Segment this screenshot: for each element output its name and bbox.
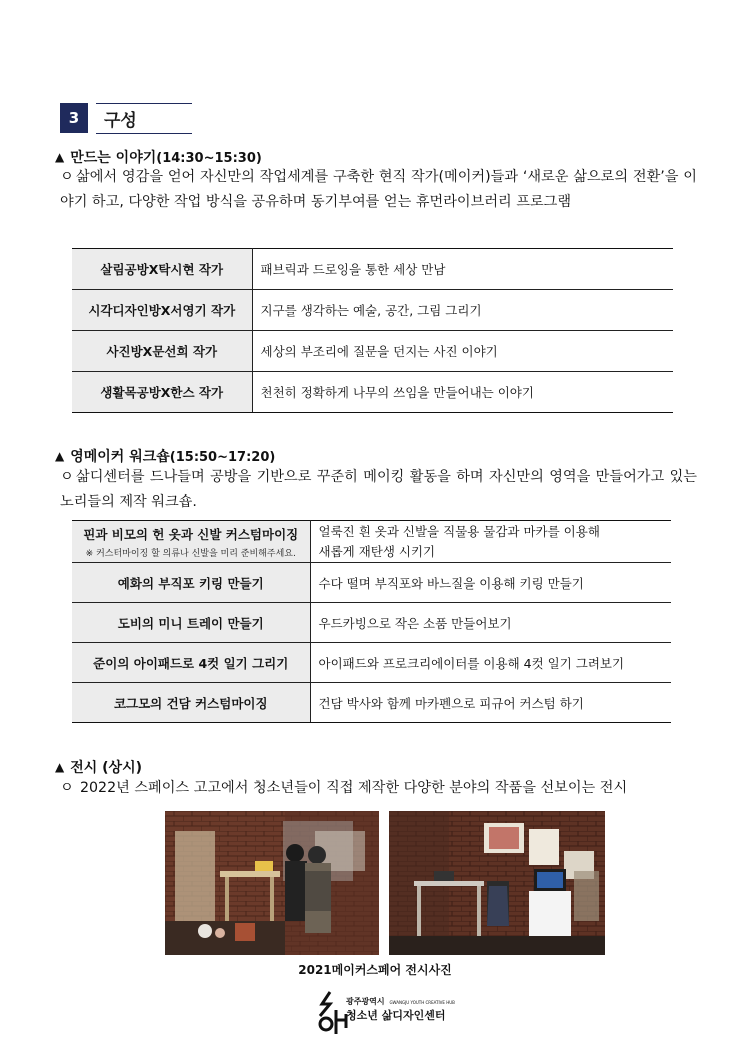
triangle-icon: ▲ [55,449,65,463]
row-key: 예화의 부직포 키링 만들기 [72,563,310,603]
row-key: 생활목공방X한스 작가 [72,372,252,413]
row-key [72,521,310,563]
table-row [72,290,673,331]
samdi-center-logo [312,990,472,1040]
row-key: 살림공방X탁시현 작가 [72,249,252,290]
row-value: 우드카빙으로 작은 소품 만들어보기 [310,603,671,643]
row-value: 패브릭과 드로잉을 통한 세상 만남 [252,249,673,290]
part2-table [72,520,671,723]
bullet-mark: ㅇ [60,469,74,485]
logo-line1 [346,996,455,1007]
table-row [72,521,671,563]
part1-table [72,248,673,413]
row-note: ※ 커스터마이징 할 의류나 신발을 미리 준비해주세요. [85,548,296,559]
part1-desc-text: 삶에서 영감을 얻어 자신만의 작업세계를 구축한 현직 작가(메이커)들과 ‘새로운 삶으로의 전환’을 이야기 하고, 다양한 작업 방식을 공유하며 동기부여를 얻는 휴먼라이브러리 프로그램 [60,169,697,210]
row-value: 천천히 정확하게 나무의 쓰임을 만들어내는 이야기 [252,372,673,413]
triangle-icon: ▲ [55,150,65,164]
logo-line2: 청소년 삶디자인센터 [346,1009,446,1022]
part2-description [60,465,697,515]
row-value: 수다 떨며 부직포와 바느질을 이용해 키링 만들기 [310,563,671,603]
row-key: 도비의 미니 트레이 만들기 [72,603,310,643]
row-value-line1: 얼룩진 흰 옷과 신발을 직물용 물감과 마카를 이용해 [318,523,600,539]
row-key: 시각디자인방X서영기 작가 [72,290,252,331]
table-row [72,563,671,603]
part3-heading [55,757,142,777]
exhibition-photo-right [389,811,605,955]
table-row [72,683,671,723]
part1-heading [55,147,262,167]
row-value: 건담 박사와 함께 마카펜으로 피규어 커스텀 하기 [310,683,671,723]
exhibition-photo-left [165,811,379,955]
bullet-mark: ㅇ [60,780,74,796]
row-value: 아이패드와 프로크리에이터를 이용해 4컷 일기 그려보기 [310,643,671,683]
row-value [310,521,671,563]
part1-time: (14:30~15:30) [156,151,262,166]
triangle-icon: ▲ [55,760,65,774]
table-row [72,603,671,643]
logo-english: GWANGJU YOUTH CREATIVE HUB [389,1000,455,1005]
section-title-rule-bottom [96,133,192,134]
row-value-line2: 새롭게 재탄생 시키기 [318,543,436,559]
part2-desc-text: 삶디센터를 드나들며 공방을 기반으로 꾸준히 메이킹 활동을 하며 자신만의 영역을 만들어가고 있는 노리들의 제작 워크숍. [60,469,697,510]
row-value: 세상의 부조리에 질문을 던지는 사진 이야기 [252,331,673,372]
part1-description [60,165,697,215]
bullet-mark: ㅇ [60,169,74,185]
table-row [72,372,673,413]
part3-title: 전시 (상시) [70,760,143,776]
logo-city: 광주광역시 [346,997,385,1006]
section-title-rule-top [96,103,192,104]
part1-title: 만드는 이야기 [70,150,157,166]
table-row [72,643,671,683]
photo-caption: 2021메이커스페어 전시사진 [298,963,452,977]
section-title: 구성 [104,111,137,131]
section-number: 3 [60,103,88,133]
row-value: 지구를 생각하는 예술, 공간, 그림 그리기 [252,290,673,331]
part2-time: (15:50~17:20) [169,450,276,465]
table-row [72,331,673,372]
row-key-text: 핀과 비모의 헌 옷과 신발 커스텀마이징 [83,526,299,542]
part3-description [60,776,720,801]
part2-title: 영메이커 워크숍 [70,449,170,465]
part3-desc-text: 2022년 스페이스 고고에서 청소년들이 직접 제작한 다양한 분야의 작품을 선보이는 전시 [80,780,628,796]
table-row [72,249,673,290]
row-key: 준이의 아이패드로 4컷 일기 그리기 [72,643,310,683]
row-key: 코그모의 건담 커스텀마이징 [72,683,310,723]
part2-heading [55,446,275,466]
row-key: 사진방X문선희 작가 [72,331,252,372]
